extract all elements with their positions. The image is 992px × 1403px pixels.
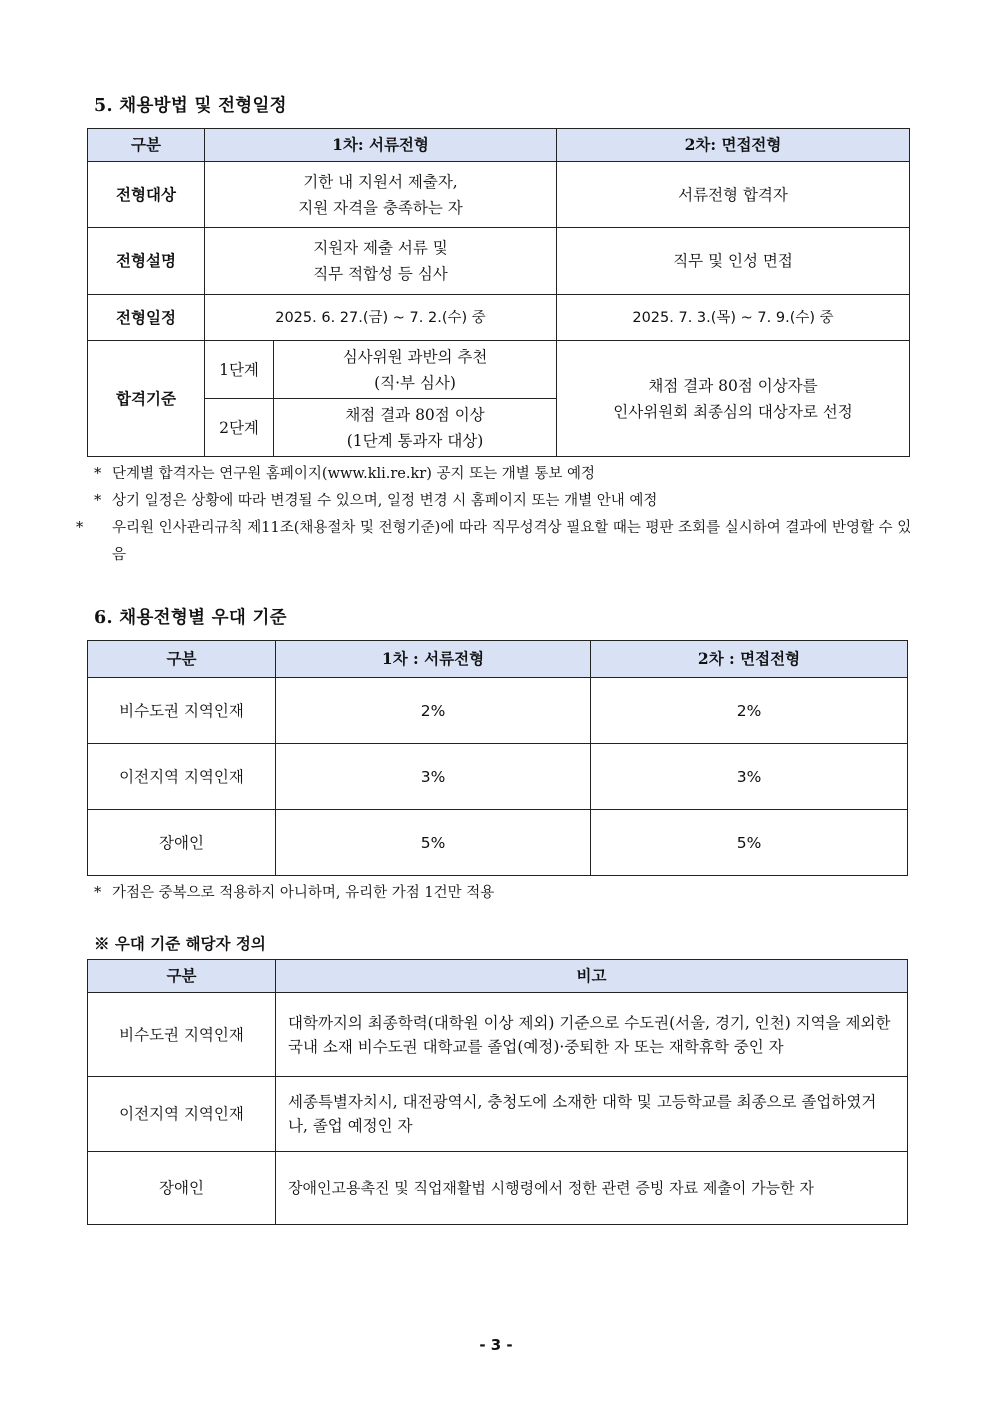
stage2-line1: 채점 결과 80점 이상 (345, 405, 485, 424)
schedule-note-3 (76, 515, 924, 569)
definitions-header-remark: 비고 (276, 960, 908, 993)
note-text: 우리원 인사관리규칙 제11조(채용절차 및 전형기준)에 따라 직무성격상 필요할 때는 평판 조회를 실시하여 결과에 반영할 수 있음 (112, 520, 912, 563)
criteria-second-cell (557, 341, 910, 457)
row-label-schedule: 전형일정 (88, 295, 205, 341)
preference-row-label: 장애인 (88, 810, 276, 876)
preference-header-first: 1차 : 서류전형 (276, 641, 591, 678)
preference-header-category: 구분 (88, 641, 276, 678)
definition-row-label: 이전지역 지역인재 (88, 1077, 276, 1152)
preference-table (87, 640, 908, 876)
preference-first-value: 5% (276, 810, 591, 876)
page-number: - 3 - (479, 1336, 513, 1354)
preference-row-label: 비수도권 지역인재 (88, 678, 276, 744)
schedule-first-cell: 2025. 6. 27.(금) ~ 7. 2.(수) 중 (205, 295, 557, 341)
row-label-target: 전형대상 (88, 162, 205, 228)
schedule-note-1 (94, 461, 595, 488)
stage1-line2: (직·부 심사) (374, 373, 456, 392)
preference-first-value: 3% (276, 744, 591, 810)
definition-row-label: 비수도권 지역인재 (88, 993, 276, 1077)
stage2-label: 2단계 (205, 399, 274, 457)
schedule-second-cell: 2025. 7. 3.(목) ~ 7. 9.(수) 중 (557, 295, 910, 341)
definition-row-text: 세종특별자치시, 대전광역시, 충청도에 소재한 대학 및 고등학교를 최종으로 졸업하였거나, 졸업 예정인 자 (276, 1077, 908, 1152)
preference-second-value: 5% (591, 810, 908, 876)
definition-row-text: 대학까지의 최종학력(대학원 이상 제외) 기준으로 수도권(서울, 경기, 인천) 지역을 제외한 국내 소재 비수도권 대학교를 졸업(예정)·중퇴한 자 또는 재학휴학 중인 자 (276, 993, 908, 1077)
target-first-line1: 기한 내 지원서 제출자, (303, 172, 458, 191)
description-first-line2: 직무 적합성 등 심사 (313, 265, 448, 283)
note-text: 상기 일정은 상황에 따라 변경될 수 있으며, 일정 변경 시 홈페이지 또는 개별 안내 예정 (112, 493, 658, 509)
target-first-line2: 지원 자격을 충족하는 자 (298, 198, 463, 217)
schedule-table (87, 128, 910, 457)
description-second-cell: 직무 및 인성 면접 (557, 228, 910, 295)
stage1-text-cell (274, 341, 557, 399)
schedule-note-2 (94, 488, 657, 515)
row-label-criteria: 합격기준 (88, 341, 205, 457)
definitions-table (87, 959, 908, 1225)
stage1-label: 1단계 (205, 341, 274, 399)
definition-row-text: 장애인고용촉진 및 직업재활법 시행령에서 정한 관련 증빙 자료 제출이 가능한 자 (276, 1152, 908, 1225)
stage1-line1: 심사위원 과반의 추천 (342, 347, 488, 366)
section6-title: 6. 채용전형별 우대 기준 (94, 608, 287, 628)
target-second-cell: 서류전형 합격자 (557, 162, 910, 228)
preference-second-value: 2% (591, 678, 908, 744)
schedule-header-category: 구분 (88, 129, 205, 162)
note-mark: * (94, 466, 102, 482)
note-text: 단계별 합격자는 연구원 홈페이지(www.kli.re.kr) 공지 또는 개별 통보 예정 (112, 466, 595, 482)
definition-row-label: 장애인 (88, 1152, 276, 1225)
schedule-header-second: 2차: 면접전형 (557, 129, 910, 162)
preference-second-value: 3% (591, 744, 908, 810)
definitions-title: ※ 우대 기준 해당자 정의 (94, 934, 266, 953)
row-label-description: 전형설명 (88, 228, 205, 295)
criteria-second-line2: 인사위원회 최종심의 대상자로 선정 (613, 402, 853, 421)
note-mark: * (76, 520, 84, 536)
schedule-header-first: 1차: 서류전형 (205, 129, 557, 162)
stage2-text-cell (274, 399, 557, 457)
definitions-header-category: 구분 (88, 960, 276, 993)
stage2-line2: (1단계 통과자 대상) (346, 431, 484, 450)
preference-row-label: 이전지역 지역인재 (88, 744, 276, 810)
preference-header-second: 2차 : 면접전형 (591, 641, 908, 678)
note-mark: * (94, 885, 102, 901)
description-first-line1: 지원자 제출 서류 및 (313, 239, 448, 257)
preference-note (94, 880, 494, 907)
note-text: 가점은 중복으로 적용하지 아니하며, 유리한 가점 1건만 적용 (112, 885, 495, 901)
criteria-second-line1: 채점 결과 80점 이상자를 (648, 376, 818, 395)
note-mark: * (94, 493, 102, 509)
target-first-cell (205, 162, 557, 228)
description-first-cell (205, 228, 557, 295)
section5-title: 5. 채용방법 및 전형일정 (94, 96, 287, 116)
preference-first-value: 2% (276, 678, 591, 744)
